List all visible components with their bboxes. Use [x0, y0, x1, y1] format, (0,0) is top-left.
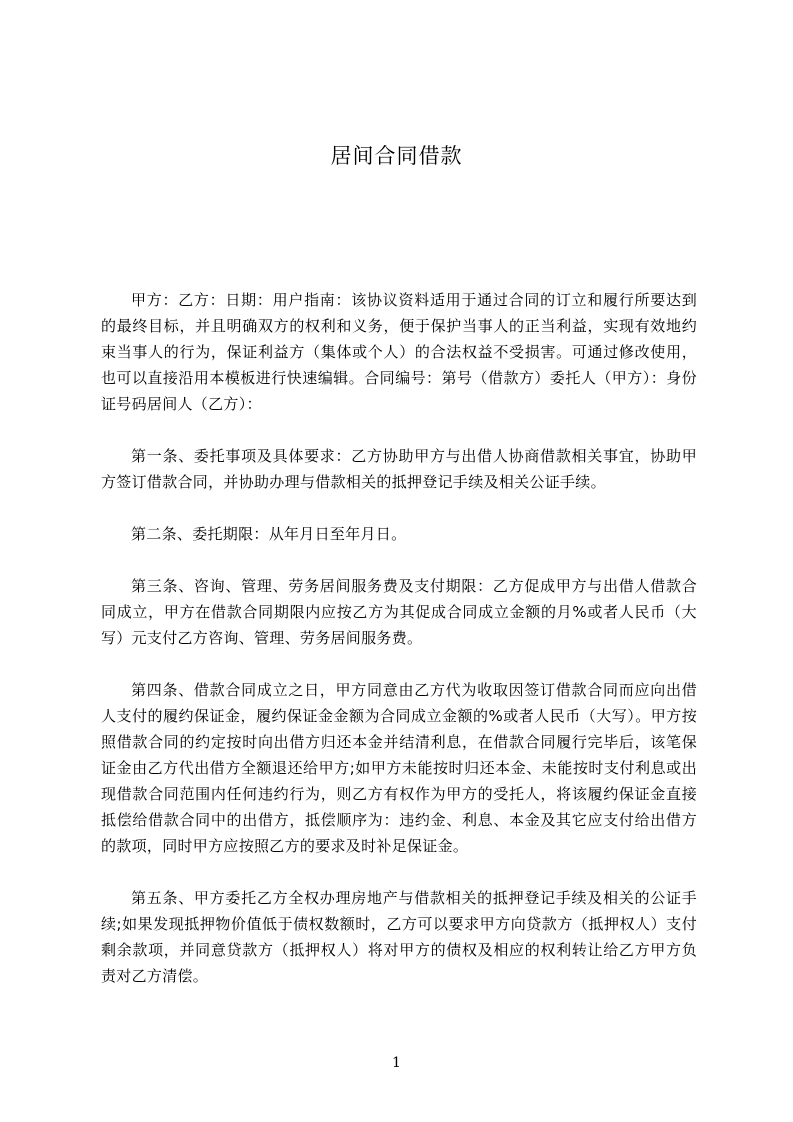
paragraph-gap: [101, 651, 697, 677]
document-body: [101, 287, 697, 989]
paragraph-gap: [101, 495, 697, 521]
page-number: 1: [392, 1055, 401, 1071]
paragraph-gap: [101, 417, 697, 443]
paragraph-article-5: 第五条、甲方委托乙方全权办理房地产与借款相关的抵押登记手续及相关的公证手续;如果发现抵押物价值低于债权数额时，乙方可以要求甲方向贷款方（抵押权人）支付剩余款项，并同意贷款方（抵押权人）将对甲方的债权及相应的权利转让给乙方甲方负责对乙方清偿。: [101, 889, 697, 985]
paragraph-intro: 甲方：乙方：日期：用户指南：该协议资料适用于通过合同的订立和履行所要达到的最终目标，并且明确双方的权利和义务，便于保护当事人的正当利益，实现有效地约束当事人的行为，保证利益方（集体或个人）的合法权益不受损害。可通过修改使用，也可以直接沿用本模板进行快速编辑。合同编号：第号（借款方）委托人（甲方）：身份证号码居间人（乙方）：: [101, 291, 697, 413]
paragraph-article-1: 第一条、委托事项及具体要求：乙方协助甲方与出借人协商借款相关事宜，协助甲方签订借款合同，并协助办理与借款相关的抵押登记手续及相关公证手续。: [101, 447, 697, 491]
paragraph-article-2: 第二条、委托期限：从年月日至年月日。: [131, 525, 407, 543]
document-title: 居间合同借款: [330, 144, 463, 168]
paragraph-gap: [101, 547, 697, 573]
paragraph-article-4: 第四条、借款合同成立之日，甲方同意由乙方代为收取因签订借款合同而应向出借人支付的履约保证金，履约保证金金额为合同成立金额的%或者人民币（大写）。甲方按照借款合同的约定按时向出借方归还本金并结清利息，在借款合同履行完毕后，该笔保证金由乙方代出借方全额退还给甲方;如甲方未能按时归还本金、未能按时支付利息或出现借款合同范围内任何违约行为，则乙方有权作为甲方的受托人，将该履约保证金直接抵偿给借款合同中的出借方，抵偿顺序为：违约金、利息、本金及其它应支付给出借方的款项，同时甲方应按照乙方的要求及时补足保证金。: [101, 681, 697, 855]
paragraph-article-3: 第三条、咨询、管理、劳务居间服务费及支付期限：乙方促成甲方与出借人借款合同成立，甲方在借款合同期限内应按乙方为其促成合同成立金额的月%或者人民币（大写）元支付乙方咨询、管理、劳务居间服务费。: [101, 577, 697, 647]
paragraph-gap: [101, 859, 697, 885]
